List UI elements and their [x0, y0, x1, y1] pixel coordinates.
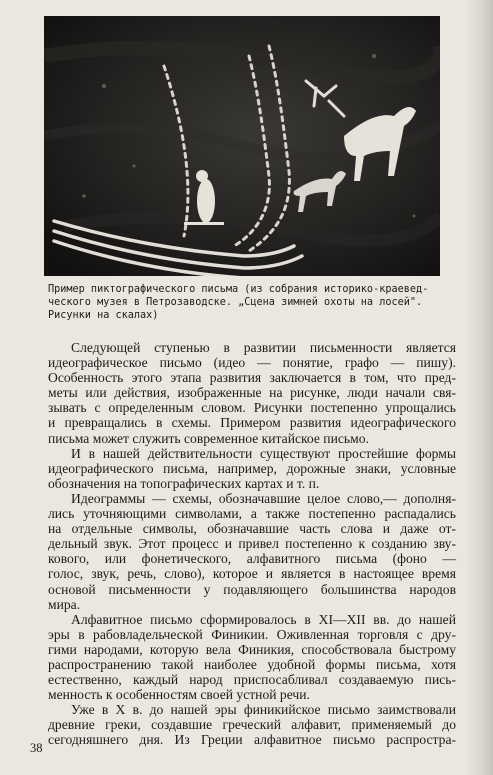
text-line: И в нашей действительности существуют простейшие формы — [71, 445, 456, 461]
text-line: дельный звук. Этот процесс и привел постепенно к созданию зву- — [48, 536, 456, 552]
text-line: менность к особенностям своей устной речи. — [48, 687, 310, 703]
text-line: зывать с определенным словом. Рисунки постепенно упрощались — [48, 400, 456, 416]
text-line: на отдельные символы, обозначавшие часть слова и даже от- — [48, 521, 456, 537]
text-line: голос, звук, речь, слово), которое и является в настоящее время — [48, 566, 456, 582]
text-line: Уже в X в. до нашей эры финикийское письмо заимствовали — [71, 702, 456, 718]
figure-caption — [48, 283, 438, 322]
text-line: меты или действия, изображенные на рисунке, люди начали свя- — [48, 385, 456, 401]
rock-art-photo — [44, 16, 440, 276]
text-line: Идеограммы — схемы, обозначавшие целое слово,— дополня- — [71, 490, 456, 506]
text-line: основой письменности у подавляющего большинства народов — [48, 581, 456, 597]
caption-line: Пример пиктографического письма (из собрания историко-краевед- — [48, 284, 429, 295]
text-line: Следующей ступенью в развитии письменности является — [71, 340, 456, 355]
text-line: эры в рабовладельческой Финикии. Оживленная торговля с дру- — [48, 626, 456, 642]
text-line: письма может служить современное китайское письмо. — [48, 430, 369, 446]
text-line: мира. — [48, 596, 81, 612]
text-line: естественно, каждый народ приспосабливал создаваемую пись- — [48, 672, 456, 688]
text-line: и превращались в схемы. Примером развития идеографического — [48, 415, 456, 431]
text-line: лись уточняющими символами, а также постепенно распадались — [48, 506, 456, 522]
text-line: гими народами, которую вела Финикия, способствовала быстрому — [48, 641, 456, 657]
text-line: идеографическое письмо (идео — понятие, графо — пишу). — [48, 355, 456, 371]
text-line: обозначения на топографических картах и т. п. — [48, 475, 320, 491]
text-line: распространению такой наиболее удобной формы письма, хотя — [48, 656, 456, 672]
caption-line: Рисунки на скалах) — [48, 310, 159, 321]
body-text — [48, 340, 456, 748]
page-edge-shadow — [465, 0, 493, 775]
text-line: сегодняшнего дня. Из Греции алфавитное письмо распростра- — [48, 732, 456, 748]
text-line: древние греки, создавшие греческий алфавит, применяемый до — [48, 717, 456, 733]
text-line: кового, или фонетического, алфавитного письма (фоно — — [48, 551, 456, 567]
petroglyph-image — [44, 16, 440, 276]
text-line: Алфавитное письмо сформировалось в XI—XII вв. до нашей — [71, 611, 456, 627]
text-line: идеографического письма, например, дорожные знаки, условные — [48, 460, 456, 476]
text-line: Особенность этого этапа развития заключается в том, что пред- — [48, 370, 456, 386]
caption-line: ческого музея в Петрозаводске. „Сцена зимней охоты на лосей". — [48, 297, 423, 308]
page-number: 38 — [30, 741, 43, 755]
